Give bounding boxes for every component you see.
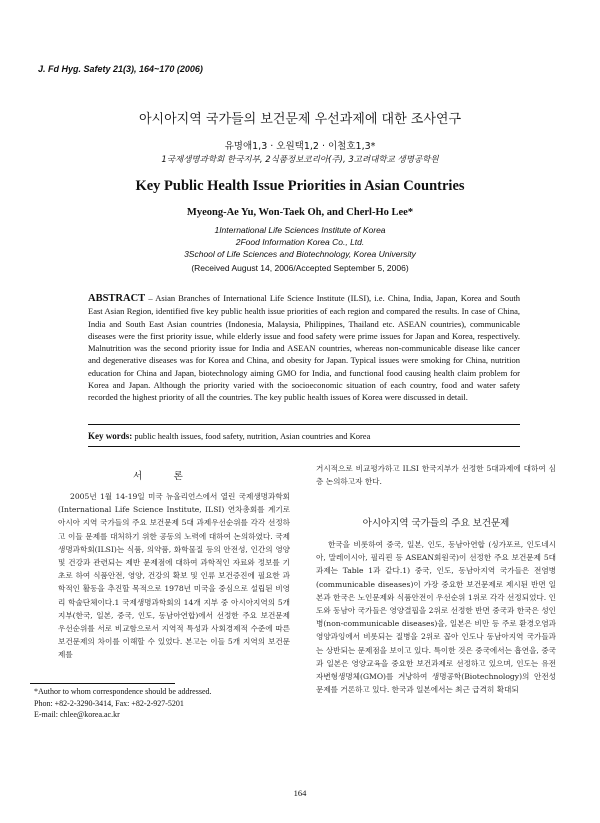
left-paragraph: 2005년 1월 14-19일 미국 뉴올리언스에서 열린 국제생명과학회(International Life Science Institute, ILSI) 연차총회를 계기로 아시아 지역 국가들의 주요 보건문제 5대 과제우선순위를 각각 선정하고 이들 문제를 대처하기 위한 공동의 노력에 대하여 논의하였다. 국제생명과학회(ILSI)는 식품, 의약품, 화학물질 등의 안전성, 인간의 영양 및 건강과 관련되는 제반 문제점에 대하여 과학적인 자료와 정보를 기초로 하여 식품안전, 영양, 건강의 확보 및 인류 보건증진에 필요한 과학적인 활동을 추진할 목적으로 1978년 미국을 중심으로 설립된 비영리 학술단체이다.1 국제생명과학회의 14개 지부 중 아시아지역의 5개 지부(한국, 일본, 중국, 인도, 동남아연합)에서 선정한 주요 보건문제 우선순위를 서로 비교함으로서 지역적 특성과 사회경제적 수준에 따른 보건문제의 차이를 이해할 수 있었다. 본고는 이들 5개 지역의 보건문제를 (58, 492, 290, 660)
footnote-phone: Phon: +82-2-3290-3414, Fax: +82-2-927-5201 (34, 698, 184, 708)
asia-issues-heading: 아시아지역 국가들의 주요 보건문제 (362, 518, 510, 529)
right-top-paragraph: 거시적으로 비교평가하고 ILSI 한국지부가 선정한 5대과제에 대하여 심층 논의하고자 한다. (316, 464, 556, 487)
affiliation-line-2: 2Food Information Korea Co., Ltd. (235, 237, 365, 247)
introduction-heading: 서 론 (132, 471, 198, 482)
affiliation-line-1: 1International Life Sciences Institute of Korea (214, 225, 386, 235)
abstract (88, 292, 520, 404)
keywords-label: Key words: (88, 431, 133, 441)
footnote (34, 686, 294, 721)
abstract-label: ABSTRACT (88, 293, 146, 304)
page-number: 164 (293, 788, 307, 798)
divider-top (88, 424, 520, 425)
footnote-correspondence: *Author to whom correspondence should be addressed. (34, 687, 212, 696)
keywords-text: public health issues, food safety, nutrition, Asian countries and Korea (134, 431, 371, 441)
right-column (316, 538, 556, 696)
korean-affiliations: 1국제생명과학회 한국지부, 2식품정보코리아(주), 3고려대학교 생명공학원 (161, 155, 439, 165)
divider-bottom (88, 446, 520, 447)
right-column-top (316, 462, 556, 488)
affiliation-line-3: 3School of Life Sciences and Biotechnology, Korea University (184, 249, 416, 259)
journal-citation: J. Fd Hyg. Safety 21(3), 164~170 (2006) (38, 64, 203, 74)
english-authors: Myeong-Ae Yu, Won-Taek Oh, and Cherl-Ho Lee* (186, 207, 414, 218)
korean-title: 아시아지역 국가들의 보건문제 우선과제에 대한 조사연구 (138, 112, 462, 127)
left-column (58, 490, 290, 662)
keywords (88, 431, 520, 441)
korean-authors: 유명애1,3 · 오원택1,2 · 이철호1,3* (224, 141, 376, 152)
footnote-email: E-mail: chlee@korea.ac.kr (34, 710, 120, 719)
received-dates: (Received August 14, 2006/Accepted September 5, 2006) (191, 263, 409, 273)
right-paragraph: 한국을 비롯하여 중국, 일본, 인도, 동남아연합 (싱가포르, 인도네시아, 말레이시아, 필리핀 등 ASEAN회원국)이 선정한 주요 보건문제 5대과제는 Table 1과 같다.1) 중국, 인도, 동남아지역 국가들은 전염병(communicable diseases)이 가장 중요한 보건문제로 제시된 반면 일본과 한국은 노인문제와 식품안전이 우선순위 1위로 각각 선정되었다. 인도와 동남아 국가들은 영양결핍을 2위로 선정한 반면 중국과 한국은 성인병(non-communicable diseases)을, 일본은 비만 등 주로 환경오염과 영양과잉에서 비롯되는 질병을 2위로 꼽아 인도나 동남아지역 국가들과는 상반되는 문제점을 보이고 있다. 특이한 것은 중국에서는 흡연을, 중국과 일본은 영양교육을 중요한 보건과제로 선정하고 있으며, 인도는 유전자변형생명체(GMO)를 겨냥하여 생명공학(Biotechnology)의 안전성 문제를 거론하고 있다. 한국과 일본에서는 최근 급격히 확대되 (316, 540, 556, 695)
abstract-text: – Asian Branches of International Life Science Institute (ILSI), i.e. China, India, Japan, Korea and South East Asian Region, identified five key public health issue priorities of each region and compared the results. In case of China, India and South East Asian countries (Indonesia, Malaysia, Philippines, Thailand etc. ASEAN countries), communicable diseases were the first priority issue, while elderly issue and food safety were prime issues for Japan and Korea, respectively. Malnutrition was the second priority issue for India and ASEAN countries, whereas non-communicable disease like cancer and degenerative diseases was for Korea and China, and obesity for Japan. Typical issues were smoking for China, nutrition education for China and Japan, biotechnology aiming GMO for India, and functional food causing health claim problem for Korea and Japan. Although the priority varied with the socioeconomic situation of each country, food and water safety recorded the highest priority of all the countries. The key public health issues of Korea were discussed in detail. (88, 293, 520, 403)
english-title: Key Public Health Issue Priorities in Asian Countries (135, 178, 465, 194)
footnote-rule (30, 683, 175, 684)
